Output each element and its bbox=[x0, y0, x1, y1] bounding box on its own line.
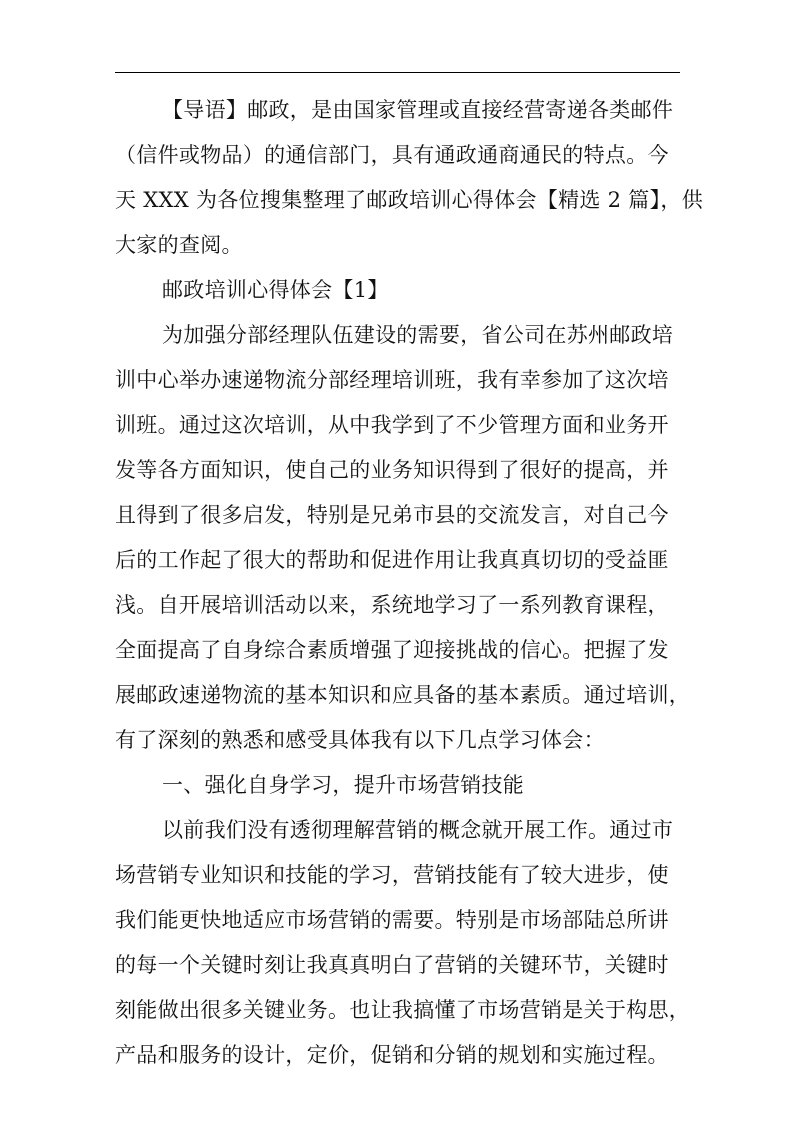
paragraph-line: 为加强分部经理队伍建设的需要，省公司在苏州邮政培 bbox=[162, 323, 674, 347]
paragraph-line: 的每一个关键时刻让我真真明白了营销的关键环节，关键时 bbox=[115, 953, 669, 977]
paragraph-line: 展邮政速递物流的基本知识和应具备的基本素质。通过培训， bbox=[115, 683, 691, 707]
paragraph-line: 发等各方面知识，使自己的业务知识得到了很好的提高，并 bbox=[115, 458, 669, 482]
paragraph-line: 有了深刻的熟悉和感受具体我有以下几点学习体会： bbox=[115, 728, 605, 752]
intro-line-4: 大家的查阅。 bbox=[115, 233, 243, 257]
paragraph-line: 训班。通过这次培训，从中我学到了不少管理方面和业务开 bbox=[115, 413, 669, 437]
paragraph-line: 训中心举办速递物流分部经理培训班，我有幸参加了这次培 bbox=[115, 368, 669, 392]
paragraph-line: 且得到了很多启发，特别是兄弟市县的交流发言，对自己今 bbox=[115, 503, 669, 527]
paragraph-line: 刻能做出很多关键业务。也让我搞懂了市场营销是关于构思， bbox=[115, 998, 691, 1022]
paragraph-line: 全面提高了自身综合素质增强了迎接挑战的信心。把握了发 bbox=[115, 638, 669, 662]
paragraph-line: 以前我们没有透彻理解营销的概念就开展工作。通过市 bbox=[162, 818, 674, 842]
paragraph-line: 后的工作起了很大的帮助和促进作用让我真真切切的受益匪 bbox=[115, 548, 669, 572]
paragraph-line: 产品和服务的设计，定价，促销和分销的规划和实施过程。 bbox=[115, 1043, 669, 1067]
paragraph-line: 场营销专业知识和技能的学习，营销技能有了较大进步，使 bbox=[115, 863, 669, 887]
intro-line-3: 天 XXX 为各位搜集整理了邮政培训心得体会【精选 2 篇】，供 bbox=[115, 188, 704, 212]
paragraph-line: 浅。自开展培训活动以来，系统地学习了一系列教育课程， bbox=[115, 593, 669, 617]
intro-line-2: （信件或物品）的通信部门，具有通政通商通民的特点。今 bbox=[115, 143, 669, 167]
section-heading: 邮政培训心得体会【1】 bbox=[162, 278, 389, 302]
intro-line-1: 【导语】邮政，是由国家管理或直接经营寄递各类邮件 bbox=[162, 98, 674, 122]
paragraph-line: 我们能更快地适应市场营销的需要。特别是市场部陆总所讲 bbox=[115, 908, 669, 932]
header-rule bbox=[115, 72, 680, 73]
subsection-heading: 一、强化自身学习，提升市场营销技能 bbox=[162, 773, 525, 797]
